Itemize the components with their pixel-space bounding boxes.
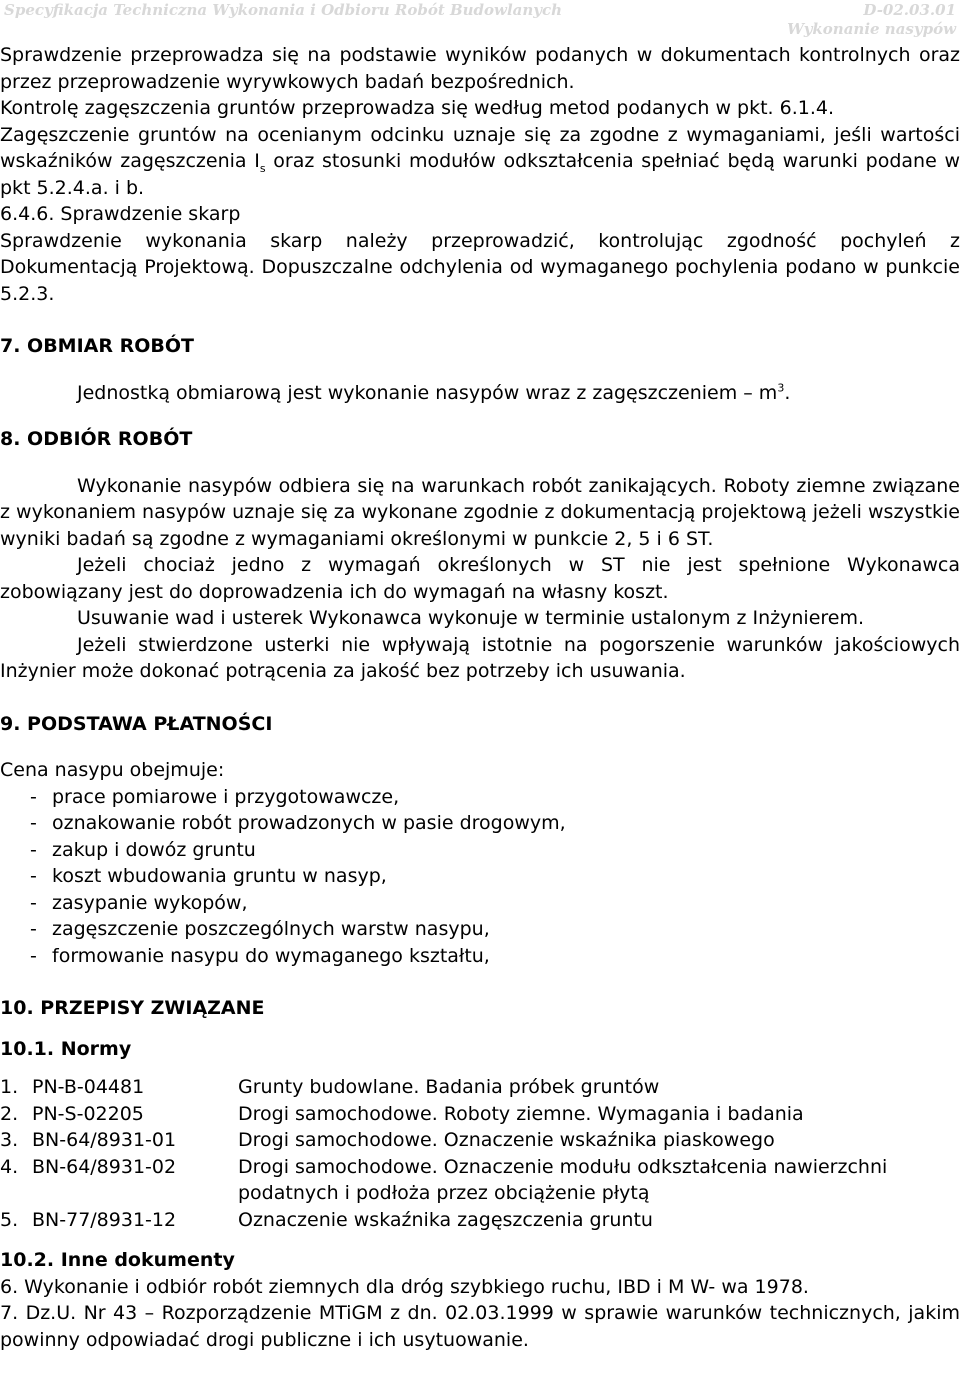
intro-p3-sub: s	[259, 161, 266, 175]
intro-paragraph-1: Sprawdzenie przeprowadza się na podstawie wyników podanych w dokumentach kontrolnych oraz przez przeprowadzenie wyrywkowych badań bezpośrednich.	[0, 44, 960, 93]
s7-sup: 3	[777, 381, 785, 395]
section-9-heading: 9. PODSTAWA PŁATNOŚCI	[0, 712, 273, 735]
norm-number: 4.	[0, 1155, 19, 1178]
list-item: - oznakowanie robót prowadzonych w pasie drogowym,	[30, 810, 960, 837]
s7-end: .	[784, 381, 791, 404]
norm-number: 5.	[0, 1208, 19, 1231]
section-7-text	[0, 380, 960, 407]
list-item: - formowanie nasypu do wymaganego kształtu,	[30, 943, 960, 970]
norm-number: 2.	[0, 1102, 19, 1125]
norms-table	[0, 1074, 960, 1233]
list-item: - prace pomiarowe i przygotowawcze,	[30, 784, 960, 811]
s7-text: Jednostką obmiarową jest wykonanie nasypów wraz z zagęszczeniem – m	[77, 381, 778, 404]
list-item: - koszt wbudowania gruntu w nasyp,	[30, 863, 960, 890]
document-body	[0, 42, 960, 1353]
section-8-paragraph-2: Jeżeli chociaż jedno z wymagań określonych w ST nie jest spełnione Wykonawca zobowiązany jest do doprowadzenia ich do wymagań na własny koszt.	[0, 554, 960, 603]
cost-items-list	[0, 784, 960, 970]
norm-description: Grunty budowlane. Badania próbek gruntów	[238, 1076, 660, 1098]
intro-paragraph-3	[0, 122, 960, 202]
section-7-heading: 7. OBMIAR ROBÓT	[0, 335, 194, 357]
section-8-paragraph-3: Usuwanie wad i usterek Wykonawca wykonuje w terminie ustalonym z Inżynierem.	[77, 607, 865, 629]
section-10-2-heading: 10.2. Inne dokumenty	[0, 1249, 235, 1271]
norm-code: BN-64/8931-02	[32, 1155, 177, 1178]
document-code: D-02.03.01	[863, 1, 956, 19]
section-8-heading: 8. ODBIÓR ROBÓT	[0, 428, 193, 450]
section-9-intro: Cena nasypu obejmuje:	[0, 759, 225, 781]
norm-code: PN-S-02205	[32, 1102, 144, 1125]
list-item: - zagęszczenie poszczególnych warstw nasypu,	[30, 916, 960, 943]
section-8-paragraph-4: Jeżeli stwierdzone usterki nie wpływają istotnie na pogorszenie warunków jakościowych Inżynier może dokonać potrącenia za jakość bez potrzeby ich usuwania.	[0, 633, 960, 682]
list-item: - zakup i dowóz gruntu	[30, 837, 960, 864]
norm-code: BN-64/8931-01	[32, 1129, 177, 1151]
other-document: 7. Dz.U. Nr 43 – Rozporządzenie MTiGM z dn. 02.03.1999 w sprawie warunków technicznych, jakim powinny odpowiadać drogi publiczne i ich usytuowanie.	[0, 1302, 960, 1351]
norm-description: Drogi samochodowe. Oznaczenie wskaźnika piaskowego	[238, 1129, 775, 1151]
norm-code: BN-77/8931-12	[32, 1208, 177, 1231]
other-document: 6. Wykonanie i odbiór robót ziemnych dla dróg szybkiego ruchu, IBD i M W- wa 1978.	[0, 1275, 809, 1298]
section-8-paragraph-1: Wykonanie nasypów odbiera się na warunkach robót zanikających. Roboty ziemne związane z wykonaniem nasypów uznaje się za wykonane zgodnie z dokumentacją projektową jeżeli wszystkie wyniki badań są zgodne z wymaganiami określonymi w punkcie 2, 5 i 6 ST.	[0, 474, 960, 550]
norm-description: Drogi samochodowe. Roboty ziemne. Wymagania i badania	[238, 1102, 804, 1125]
document-title: Specyfikacja Techniczna Wykonania i Odbioru Robót Budowlanych	[4, 1, 563, 19]
intro-p3-a: Zagęszczenie gruntów na ocenianym odcinku uznaje się za zgodne z wymaganiami, jeśli wartości wskaźników zagęszczenia I	[0, 123, 960, 172]
section-10-1-heading: 10.1. Normy	[0, 1037, 132, 1060]
list-item: - zasypanie wykopów,	[30, 890, 960, 917]
norm-number: 3.	[0, 1129, 19, 1151]
intro-p3-b: oraz stosunki modułów odkształcenia spełniać będą warunki podane w pkt 5.2.4.a. i b.	[0, 150, 960, 199]
document-subtitle: Wykonanie nasypów	[787, 20, 956, 38]
intro-paragraph-2: Kontrolę zagęszczenia gruntów przeprowadza się według metod podanych w pkt. 6.1.4.	[0, 97, 834, 119]
section-10-heading: 10. PRZEPISY ZWIĄZANE	[0, 997, 265, 1019]
page-header	[0, 0, 960, 42]
norm-number: 1.	[0, 1076, 19, 1098]
norm-code: PN-B-04481	[32, 1076, 145, 1098]
section-6-4-6-heading: 6.4.6. Sprawdzenie skarp	[0, 203, 241, 225]
norm-description: Drogi samochodowe. Oznaczenie modułu odkształcenia nawierzchni podatnych i podłoża przez obciążenie płytą	[238, 1155, 888, 1204]
norm-description: Oznaczenie wskaźnika zagęszczenia gruntu	[238, 1208, 653, 1231]
intro-paragraph-5: Sprawdzenie wykonania skarp należy przeprowadzić, kontrolując zgodność pochyleń z Dokumentacją Projektową. Dopuszczalne odchylenia od wymaganego pochylenia podano w punkcie 5.2.3.	[0, 229, 960, 305]
